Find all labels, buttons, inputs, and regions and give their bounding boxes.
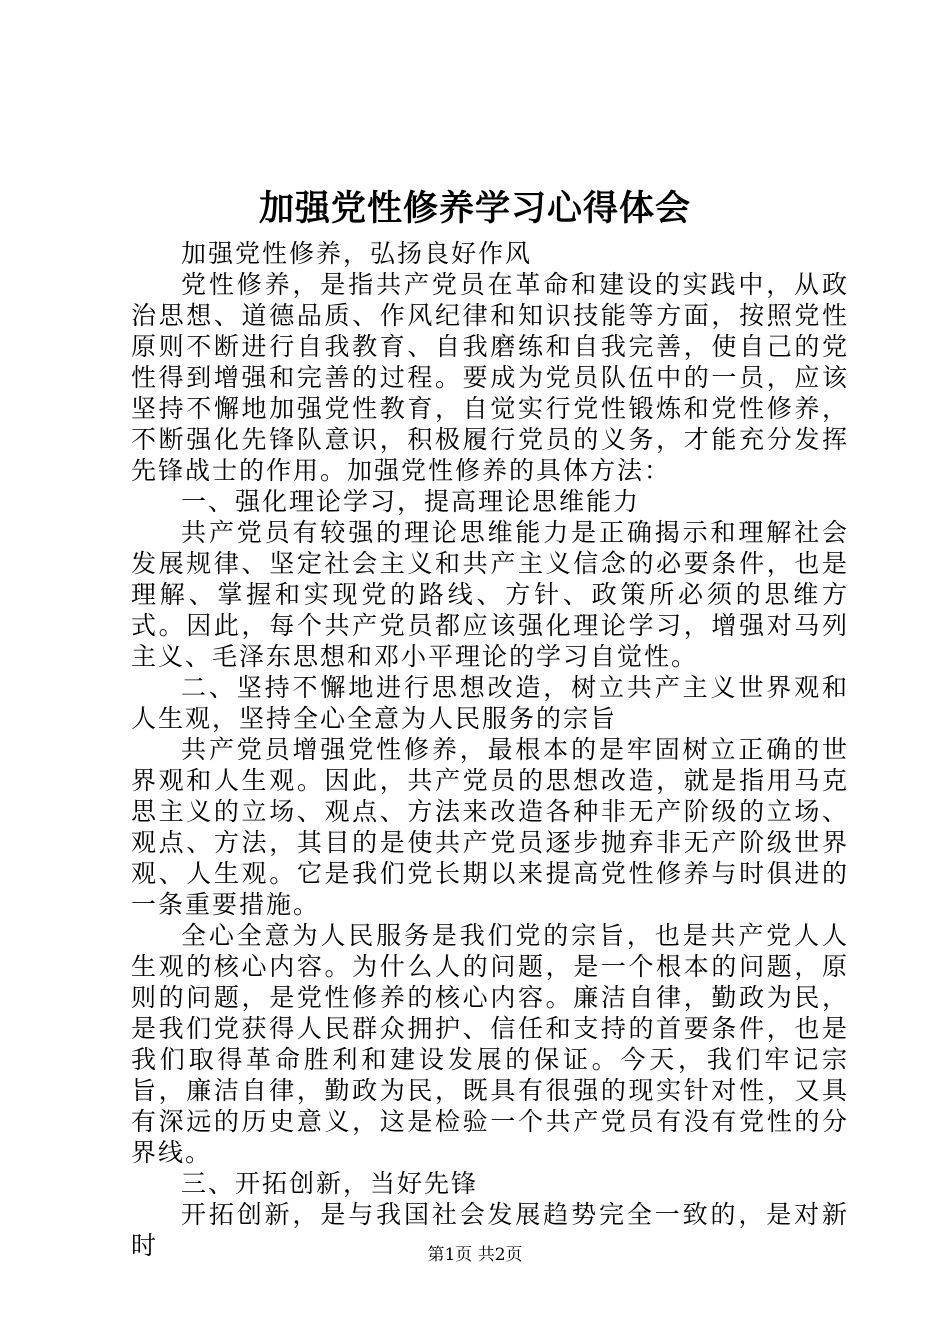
paragraph: 共产党员有较强的理论思维能力是正确揭示和理解社会发展规律、坚定社会主义和共产主义信念的必要条件，也是理解、掌握和实现党的路线、方针、政策所必须的思维方式。因此，每个共产党员都应该强化理论学习，增强对马列主义、毛泽东思想和邓小平理论的学习自觉性。 xyxy=(131,518,849,671)
document-body xyxy=(131,238,849,1261)
paragraph: 开拓创新，是与我国社会发展趋势完全一致的，是对新时 xyxy=(131,1200,849,1260)
paragraph: 党性修养，是指共产党员在革命和建设的实践中，从政治思想、道德品质、作风纪律和知识技能等方面，按照党性原则不断进行自我教育、自我磨练和自我完善，使自己的党性得到增强和完善的过程。要成为党员队伍中的一员，应该坚持不懈地加强党性教育，自觉实行党性锻炼和党性修养，不断强化先锋队意识，积极履行党员的义务，才能充分发挥先锋战士的作用。加强党性修养的具体方法： xyxy=(131,270,849,485)
section-heading: 一、强化理论学习，提高理论思维能力 xyxy=(181,487,641,516)
page-footer: 第1页 共2页 xyxy=(427,1245,523,1265)
section-heading: 二、坚持不懈地进行思想改造，树立共产主义世界观和人生观，坚持全心全意为人民服务的宗旨 xyxy=(131,673,849,733)
paragraph: 共产党员增强党性修养，最根本的是牢固树立正确的世界观和人生观。因此，共产党员的思想改造，就是指用马克思主义的立场、观点、方法来改造各种非无产阶级的立场、观点、方法，其目的是使共产党员逐步抛弃非无产阶级世界观、人生观。它是我们党长期以来提高党性修养与时俱进的一条重要措施。 xyxy=(131,735,849,919)
paragraph: 全心全意为人民服务是我们党的宗旨，也是共产党人人生观的核心内容。为什么人的问题，是一个根本的问题，原则的问题，是党性修养的核心内容。廉洁自律，勤政为民，是我们党获得人民群众拥护、信任和支持的首要条件，也是我们取得革命胜利和建设发展的保证。今天，我们牢记宗旨，廉洁自律，勤政为民，既具有很强的现实针对性，又具有深远的历史意义，这是检验一个共产党员有没有党性的分界线。 xyxy=(131,921,849,1167)
section-heading: 三、开拓创新，当好先锋 xyxy=(181,1169,479,1198)
paragraph: 加强党性修养，弘扬良好作风 xyxy=(181,239,533,268)
document-title: 加强党性修养学习心得体会 xyxy=(258,188,691,229)
